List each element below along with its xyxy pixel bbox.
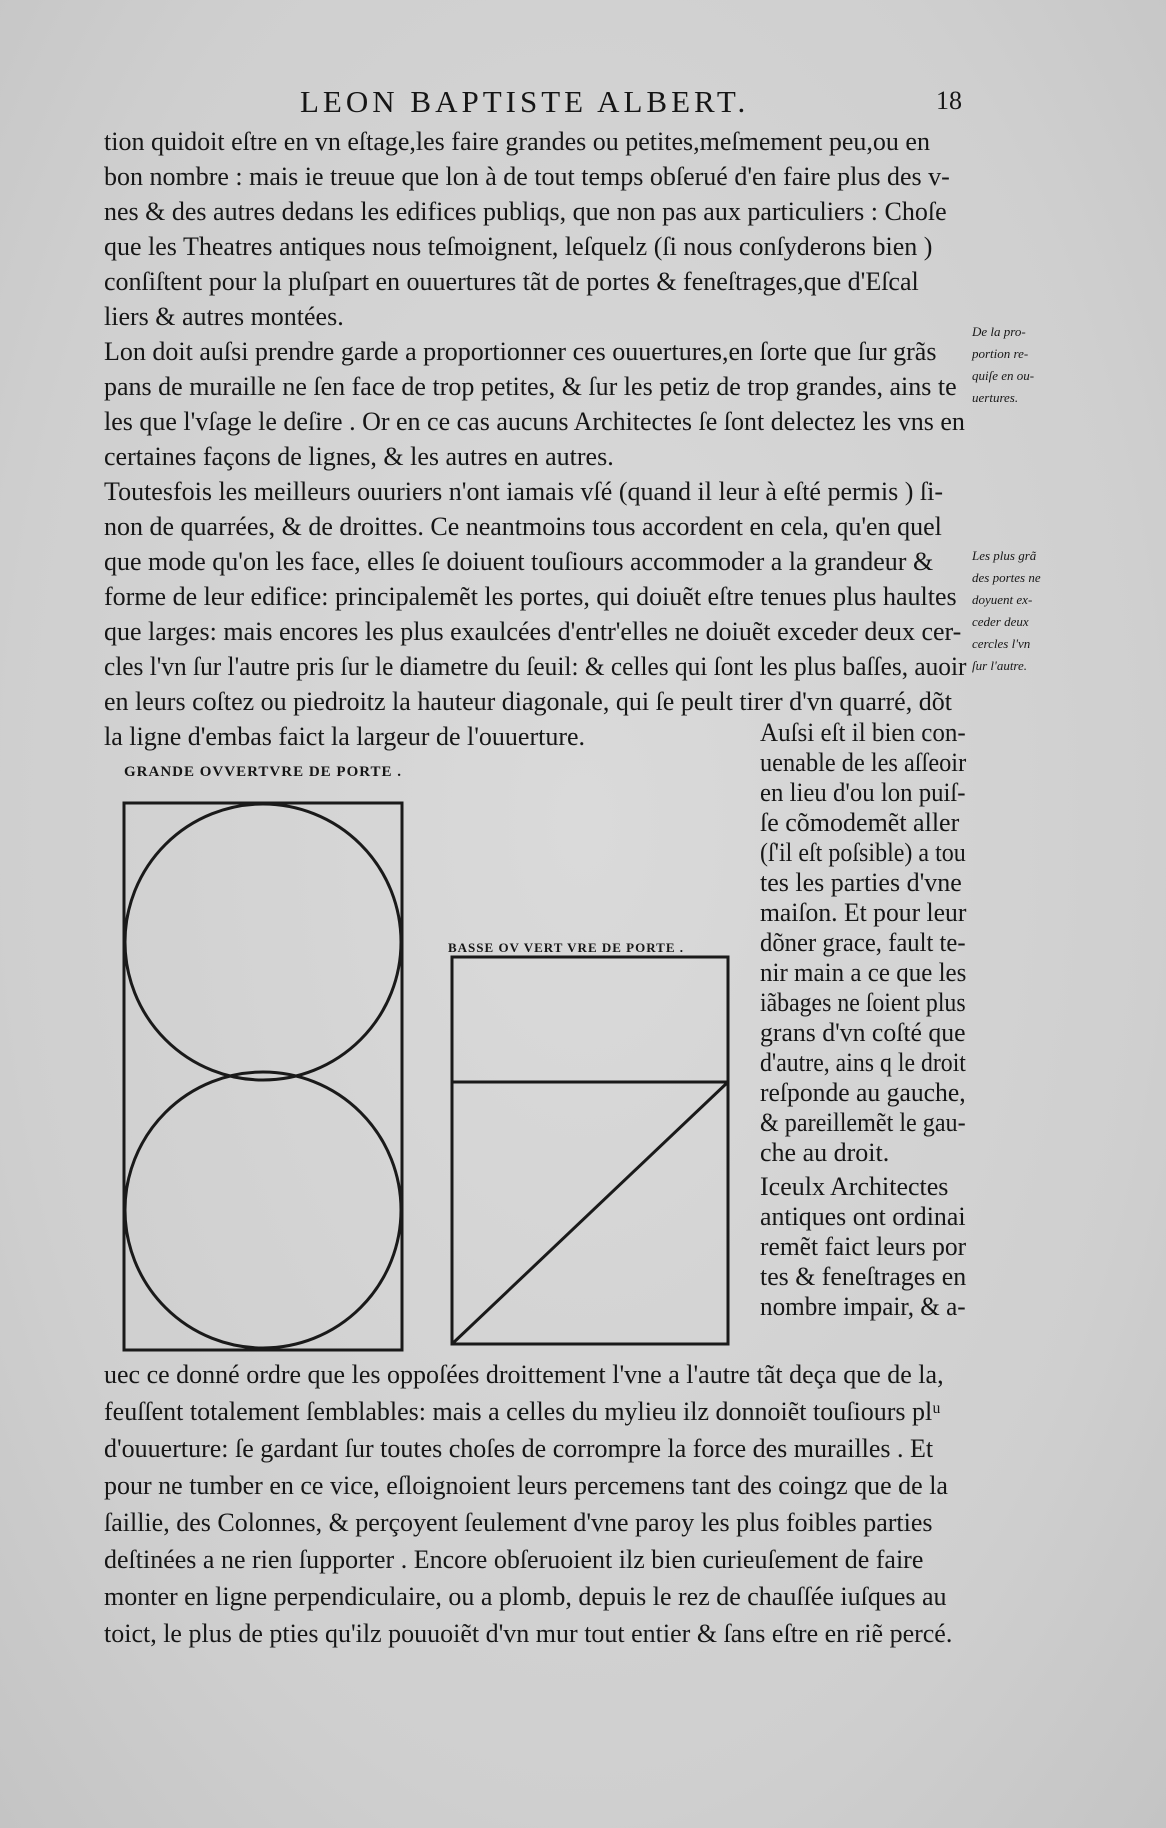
low-door-caption: BASSE OV VERT VRE DE PORTE .: [448, 940, 684, 955]
margin-note-line: quiſe en ou-: [972, 368, 1035, 383]
upper-circle: [125, 804, 401, 1080]
running-head: LEON BAPTISTE ALBERT.: [300, 84, 750, 119]
text-line: bon nombre : mais ie treuue que lon à de tout temps obſerué d'en faire plus des v-: [104, 162, 950, 191]
side-text-line: dõner grace, fault te-: [760, 928, 966, 957]
side-text-line: tes les parties d'vne: [760, 868, 962, 897]
text-line: certaines façons de lignes, & les autres en autres.: [104, 442, 614, 471]
text-line: tion quidoit eſtre en vn eſtage,les faire grandes ou petites,meſmement peu,ou en: [104, 127, 930, 156]
side-text-line: Auſsi eſt il bien con-: [760, 718, 966, 747]
text-line: la ligne d'embas faict la largeur de l'ouuerture.: [104, 722, 586, 751]
text-line: uec ce donné ordre que les oppoſées droittement l'vne a l'autre tãt deça que de la,: [104, 1360, 944, 1389]
text-line: en leurs coſtez ou piedroitz la hauteur diagonale, qui ſe peult tirer d'vn quarré, dõt: [104, 687, 952, 716]
side-text-line: d'autre, ains q le droit: [760, 1048, 966, 1077]
margin-note-line: portion re-: [972, 346, 1029, 361]
text-line: deſtinées a ne rien ſupporter . Encore obſeruoient ilz bien curieuſement de faire: [104, 1545, 924, 1574]
text-line: pans de muraille ne ſen face de trop petites, & ſur les petiz de trop grandes, ains te: [104, 372, 957, 401]
side-text-line: grans d'vn coſté que: [760, 1018, 966, 1047]
side-text-line: remẽt faict leurs por: [760, 1232, 967, 1261]
text-line: monter en ligne perpendiculaire, ou a plomb, depuis le rez de chauſſée iuſques au: [104, 1582, 947, 1611]
text-line: non de quarrées, & de droittes. Ce neantmoins tous accordent en cela, qu'en quel: [104, 512, 942, 541]
text-line: Toutesfois les meilleurs ouuriers n'ont iamais vſé (quand il leur à eſté permis ) ſi-: [104, 477, 943, 506]
side-text-line: reſponde au gauche,: [760, 1078, 966, 1107]
text-line: forme de leur edifice: principalemẽt les portes, qui doiuẽt eſtre tenues plus haultes: [104, 582, 957, 611]
margin-note-line: De la pro-: [972, 324, 1026, 339]
side-text-line: che au droit.: [760, 1138, 890, 1167]
margin-note-line: ceder deux: [972, 614, 1029, 629]
large-door-caption: GRANDE OVVERTVRE DE PORTE .: [124, 764, 403, 780]
side-text-line: & pareillemẽt le gau-: [760, 1108, 966, 1137]
page-number: 18: [936, 86, 962, 115]
text-line: pour ne tumber en ce vice, eſloignoient leurs percemens tant des coingz que de la: [104, 1471, 948, 1500]
side-text-line: nir main a ce que les: [760, 958, 967, 987]
side-text-line: uenable de les aſſeoir: [760, 748, 967, 777]
text-line: ſaillie, des Colonnes, & perçoyent ſeulement d'vne paroy les plus foibles parties: [104, 1508, 933, 1537]
low-door-frame: [452, 957, 728, 1344]
large-door-figure: [124, 803, 402, 1350]
side-text-line: ſe cõmodemẽt aller: [760, 808, 960, 837]
text-line: d'ouuerture: ſe gardant ſur toutes choſes de corrompre la force des murailles . Et: [104, 1434, 934, 1463]
text-line: conſiſtent pour la pluſpart en ouuertures tãt de portes & feneſtrages,que d'Eſcal: [104, 267, 919, 296]
side-text-line: (ſ'il eſt poſsible) a tou: [760, 838, 966, 867]
diagonal-line: [452, 1082, 728, 1344]
margin-note-line: uertures.: [972, 390, 1019, 405]
side-text-line: en lieu d'ou lon puiſ-: [760, 778, 966, 807]
text-line: les que l'vſage le deſire . Or en ce cas aucuns Architectes ſe ſont delectez les vns en: [104, 407, 965, 436]
text-line: liers & autres montées.: [104, 302, 344, 331]
large-door-frame: [124, 803, 402, 1350]
margin-note-line: doyuent ex-: [972, 592, 1033, 607]
side-text-line: nombre impair, & a-: [760, 1292, 966, 1321]
text-line: toict, le plus de pties qu'ilz pouuoiẽt d'vn mur tout entier & ſans eſtre en riẽ percé.: [104, 1619, 953, 1648]
text-line: Lon doit auſsi prendre garde a proportionner ces ouuertures,en ſorte que ſur grãs: [104, 337, 937, 366]
side-text-line: Iceulx Architectes: [760, 1172, 949, 1201]
side-text-line: maiſon. Et pour leur: [760, 898, 967, 927]
side-text-line: antiques ont ordinai: [760, 1202, 966, 1231]
margin-note-line: cercles l'vn: [972, 636, 1031, 651]
margin-note-line: Les plus grã: [972, 548, 1037, 563]
text-line: que larges: mais encores les plus exaulcées d'entr'elles ne doiuẽt exceder deux cer-: [104, 617, 962, 646]
text-line: que les Theatres antiques nous teſmoignent, leſquelz (ſi nous conſyderons bien ): [104, 232, 933, 261]
side-text-line: tes & feneſtrages en: [760, 1262, 967, 1291]
lower-circle: [125, 1072, 401, 1348]
side-text-line: iãbages ne ſoient plus: [760, 988, 966, 1017]
margin-note-line: ſur l'autre.: [972, 658, 1028, 673]
text-line: que mode qu'on les face, elles ſe doiuent touſiours accommoder a la grandeur &: [104, 547, 934, 576]
text-line: cles l'vn ſur l'autre pris ſur le diametre du ſeuil: & celles qui ſont les plus baſſes, auoir: [104, 652, 967, 681]
text-line: feuſſent totalement ſemblables: mais a celles du mylieu ilz donnoiẽt touſiours plᵘ: [104, 1397, 941, 1426]
text-line: nes & des autres dedans les edifices publiqs, que non pas aux particuliers : Choſe: [104, 197, 947, 226]
margin-note-line: des portes ne: [972, 570, 1041, 585]
low-door-figure: [452, 957, 728, 1344]
